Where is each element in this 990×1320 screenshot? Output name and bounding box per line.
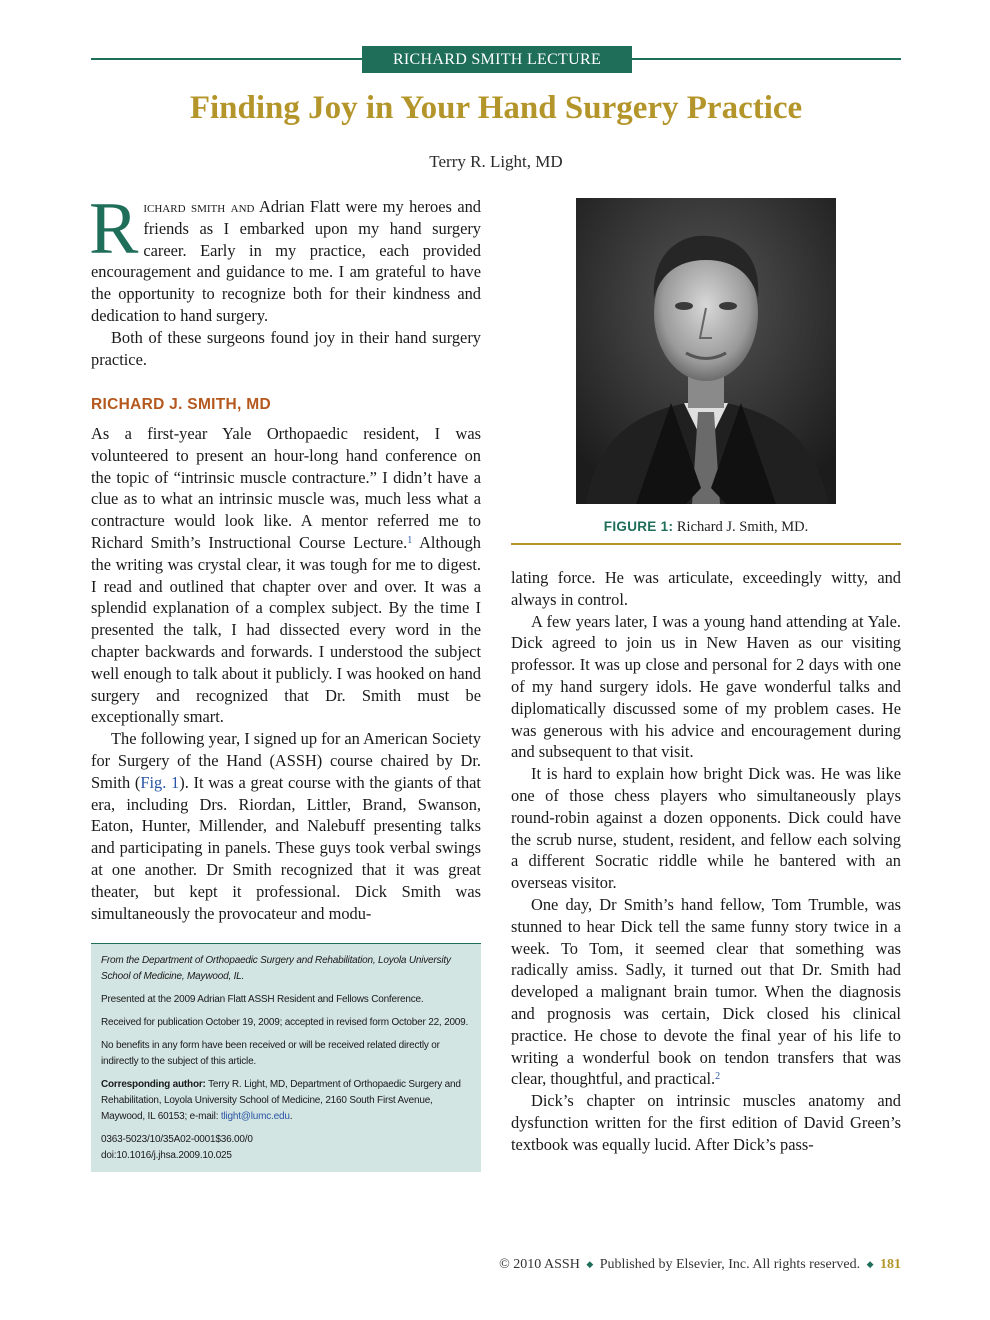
affil-presented: Presented at the 2009 Adrian Flatt ASSH Resident and Fellows Conference.: [101, 994, 424, 1005]
intro-text: [89, 188, 481, 370]
reference-2-link[interactable]: 2: [715, 1071, 721, 1083]
corr-label: Corresponding author:: [101, 1079, 206, 1090]
diamond-icon: ◆: [866, 1259, 874, 1269]
reference-1-link[interactable]: 1: [407, 534, 413, 546]
figure-label: FIGURE 1:: [603, 519, 674, 534]
affil-benefits: No benefits in any form have been received or will be received related directly or indirectly to the subject of this article.: [101, 1040, 440, 1067]
page-footer: [499, 1257, 901, 1273]
intro-paragraph-2: Both of these surgeons found joy in their hand surgery practice.: [91, 327, 481, 369]
email-end: .: [289, 1111, 293, 1122]
article-author: Terry R. Light, MD: [429, 152, 563, 171]
diamond-icon: ◆: [586, 1259, 594, 1269]
corr-text: Terry R. Light, MD, Department of Orthopaedic Surgery and Rehabilitation, Loyola University School of Medicine, 2160 South First Avenue, Maywood, IL 60153; e-mail:: [101, 1079, 461, 1122]
p1-text-a: As a first-year Yale Orthopaedic resident, I was volunteered to present an hour-long hand conference on the topic of “intrinsic muscle contracture.” I didn’t have a clue as to what an intrinsic muscle was, much less what a contracture would look like. A mentor referred me to Richard Smith’s Instructional Course Lecture.: [91, 424, 481, 552]
figure-1-link[interactable]: Fig. 1: [140, 772, 180, 792]
page-number: 181: [880, 1257, 901, 1272]
section-heading: RICHARD J. SMITH, MD: [91, 396, 271, 413]
drop-cap: R: [89, 188, 139, 270]
caption-rule: [511, 543, 901, 545]
body-paragraph-1: [91, 423, 481, 728]
right-column-body: [511, 567, 901, 1156]
intro-lead: ichard smith and: [143, 197, 255, 216]
intro-p1-text: Adrian Flatt were my heroes and friends as I embarked upon my hand surgery career. Early in my practice, each provided encouragement and guidance to me. I am grateful to have the opportunity to recognize both for their kindness and dedication to hand surgery.: [91, 197, 481, 325]
body-paragraph-2-cont: lating force. He was articulate, exceedingly witty, and always in control.: [511, 568, 901, 609]
body-paragraph-2: [91, 728, 481, 924]
affil-corresponding: [101, 1077, 473, 1125]
body-paragraph-4: It is hard to explain how bright Dick was. He was like one of those chess players who simultaneously plays round-robin against a dozen opponents. Dick could have the scrub nurse, student, resident, and fellow each solving a different Socratic riddle while he bantered with an overseas visitor.: [511, 764, 901, 893]
copyright: © 2010 ASSH: [499, 1257, 580, 1272]
affil-department: From the Department of Orthopaedic Surgery and Rehabilitation, Loyola University School of Medicine, Maywood, IL.: [101, 955, 451, 982]
affil-issn: 0363-5023/10/35A02-0001$36.00/0: [101, 1134, 253, 1145]
figure-caption: [511, 519, 901, 536]
email-link[interactable]: tlight@lumc.edu: [220, 1111, 290, 1122]
intro-paragraph-1: [89, 188, 481, 327]
affiliation-box: [91, 943, 481, 1172]
p2-text-b: ). It was a great course with the giants of that era, including Drs. Riordan, Littler, Brand, Swanson, Eaton, Hunter, Millender, and Nalebuff presenting talks and participating in panels. These guys took verbal swings at one another. Dr Smith recognized that it was great theater, but kept it professional. Dick Smith was simultaneously the provocateur and modu-: [91, 772, 481, 923]
portrait-photo: [576, 198, 836, 504]
body-paragraph-6: Dick’s chapter on intrinsic muscles anatomy and dysfunction written for the first edition of David Green’s textbook was equally lucid. After Dick’s pass-: [511, 1091, 901, 1154]
affil-doi: doi:10.1016/j.jhsa.2009.10.025: [101, 1150, 232, 1161]
body-paragraph-3: A few years later, I was a young hand attending at Yale. Dick agreed to join us in New Haven as our visiting professor. It was up close and personal for 2 days with one of my hand surgery idols. He gave wonderful talks and diplomatically discussed some of my problem cases. He was generous with his advice and encouragement during and subsequent to that visit.: [511, 611, 901, 762]
p1-text-b: Although the writing was crystal clear, it was tough for me to digest. I read and outlined that chapter over and over. It was a splendid explanation of a complex subject. By the time I presented the talk, I had dissected every word in the chapter backwards and forwards. I understood the subject well enough to talk about it publicly. I was hooked on hand surgery and recognized that Dr. Smith must be exceptionally smart.: [91, 532, 481, 727]
affil-received: Received for publication October 19, 2009; accepted in revised form October 22, 2009.: [101, 1017, 469, 1028]
body-paragraph-5: [511, 894, 901, 1090]
publisher: Published by Elsevier, Inc. All rights reserved.: [599, 1257, 861, 1272]
article-title: Finding Joy in Your Hand Surgery Practice: [189, 90, 803, 126]
p5-text: One day, Dr Smith’s hand fellow, Tom Trumble, was stunned to hear Dick tell the same funny story twice in a week. To Tom, it seemed clear that something was radically amiss. Sadly, it turned out that Dr. Smith had developed a malignant brain tumor. When the diagnosis and prognosis was certain, Dick closed his clinical practice. He chose to devote the final year of his life to writing a wonderful book on tendon transfers that was clear, thoughtful, and practical.: [511, 894, 901, 1089]
portrait-image: [576, 198, 836, 504]
figure-caption-text: Richard J. Smith, MD.: [676, 519, 809, 535]
p2-text-a: The following year, I signed up for an American Society for Surgery of the Hand (ASSH) course chaired by Dr. Smith (: [91, 729, 481, 792]
section-label: RICHARD SMITH LECTURE: [362, 46, 632, 73]
left-column-body: [91, 423, 481, 924]
